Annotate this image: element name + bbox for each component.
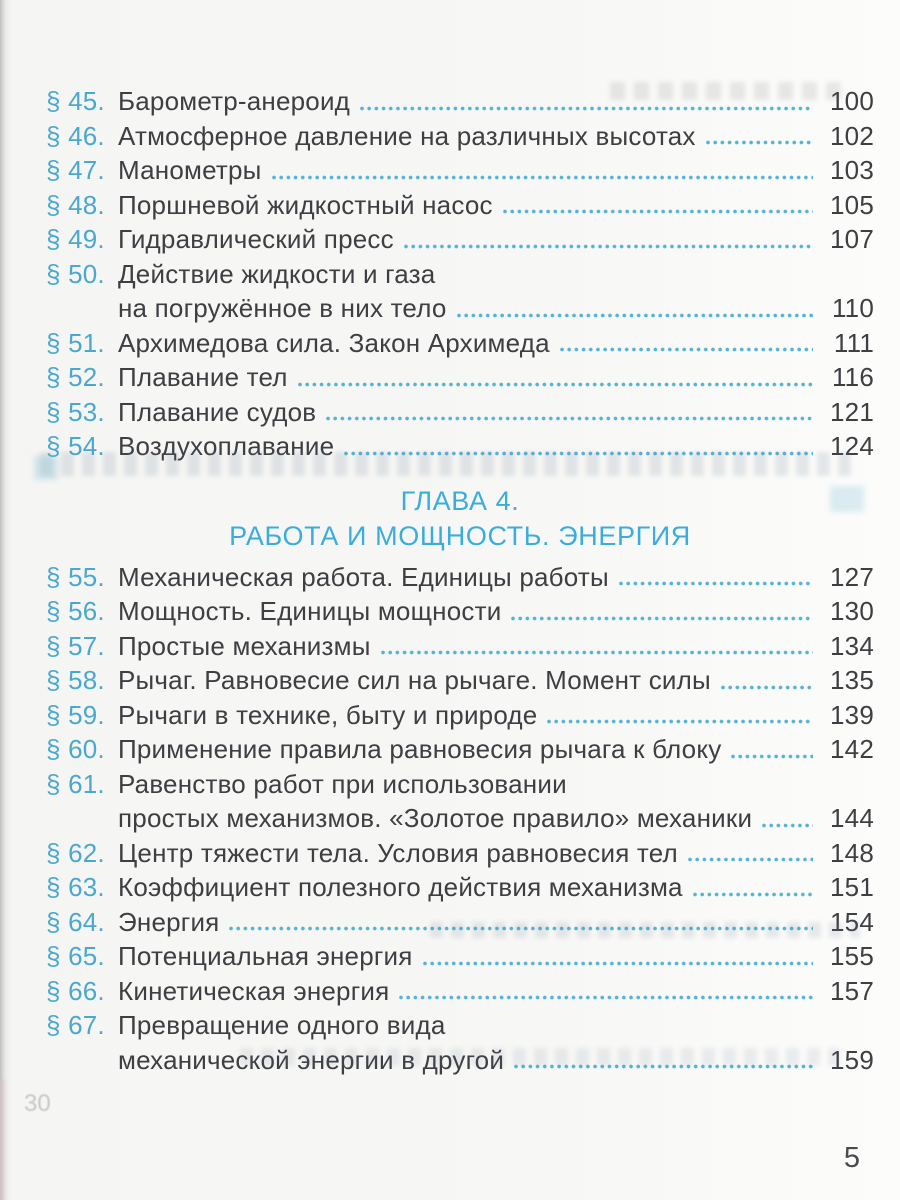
section-title: Превращение одного вида [118, 1010, 446, 1040]
dot-leader [271, 173, 813, 182]
page-number: 105 [830, 189, 874, 220]
page-number: 102 [830, 120, 874, 151]
toc-entry-line [46, 870, 874, 905]
section-title: Атмосферное давление на различных высотах [118, 120, 696, 151]
dot-leader [343, 449, 813, 458]
toc-entry-line [46, 836, 874, 871]
dot-leader [380, 648, 813, 657]
page-number: 144 [830, 803, 874, 833]
section-number: § 56. [46, 596, 105, 626]
dot-leader [228, 924, 813, 933]
section-number: § 49. [46, 224, 105, 254]
page-number: 110 [831, 293, 874, 323]
section-number: § 53. [46, 396, 105, 427]
section-title: Энергия [118, 906, 220, 937]
toc-entry-line [46, 801, 874, 836]
page-number: 116 [831, 362, 874, 392]
section-number: § 48. [46, 189, 105, 220]
table-of-contents [46, 84, 874, 1077]
section-number: § 55. [46, 561, 105, 592]
section-number: § 59. [46, 699, 105, 730]
page-number: 142 [830, 734, 874, 764]
page-number: 155 [830, 941, 874, 971]
section-title: Рычаги в технике, быту и природе [118, 699, 538, 730]
section-number: § 54. [46, 431, 105, 461]
dot-leader [692, 890, 813, 899]
toc-entry-line [46, 395, 874, 430]
bleedthrough-folio: 30 [24, 1090, 51, 1117]
section-number: § 63. [46, 872, 105, 902]
dot-leader [422, 959, 813, 968]
section-title: Плавание судов [118, 396, 317, 427]
page-number: 151 [830, 872, 874, 902]
toc-entry-line [46, 222, 874, 257]
section-number: § 47. [46, 155, 105, 185]
dot-leader [761, 821, 813, 830]
dot-leader [403, 242, 813, 251]
section-number: § 52. [46, 362, 105, 392]
dot-leader [398, 993, 813, 1002]
chapter-title: РАБОТА И МОЩНОСТЬ. ЭНЕРГИЯ [229, 520, 691, 551]
page-number: 103 [830, 155, 874, 185]
page-number: 135 [830, 665, 874, 695]
section-number: § 67. [46, 1010, 105, 1040]
dot-leader [297, 380, 813, 389]
toc-list-part1 [46, 84, 874, 464]
page-number: 139 [830, 699, 874, 730]
toc-entry-line [46, 257, 874, 292]
section-title: Действие жидкости и газа [118, 258, 436, 289]
page-number: 148 [830, 837, 874, 868]
section-title: Манометры [118, 155, 262, 185]
toc-entry-line [46, 1008, 874, 1043]
section-title: Коэффициент полезного действия механизма [118, 872, 683, 902]
dot-leader [510, 614, 813, 623]
dot-leader [502, 207, 813, 216]
section-number: § 62. [46, 837, 105, 868]
dot-leader [456, 311, 813, 320]
dot-leader [513, 1062, 813, 1071]
page-number: 111 [833, 327, 874, 358]
toc-entry-line [46, 1043, 874, 1078]
section-title: Рычаг. Равновесие сил на рычаге. Момент силы [118, 665, 711, 695]
page-number-folio: 5 [843, 1142, 860, 1174]
section-number: § 66. [46, 975, 105, 1006]
section-title: Механическая работа. Единицы работы [118, 561, 609, 592]
section-title: Мощность. Единицы мощности [118, 596, 502, 626]
section-title: Потенциальная энергия [118, 941, 413, 971]
section-title: механической энергии в другой [118, 1044, 505, 1075]
section-title: Равенство работ при использовании [118, 768, 567, 799]
toc-entry-line [46, 629, 874, 664]
dot-leader [618, 579, 813, 588]
chapter-number: ГЛАВА 4. [400, 485, 520, 516]
toc-entry-line [46, 905, 874, 940]
section-number: § 58. [46, 665, 105, 695]
toc-entry-line [46, 153, 874, 188]
page-number: 124 [830, 431, 874, 461]
section-number: § 51. [46, 327, 105, 358]
section-title: на погружённое в них тело [118, 293, 447, 323]
section-title: Кинетическая энергия [118, 975, 390, 1006]
toc-entry-line [46, 767, 874, 802]
scan-edge-shadow [0, 0, 12, 1200]
section-number: § 61. [46, 768, 105, 799]
section-number: § 64. [46, 906, 105, 937]
dot-leader [687, 855, 813, 864]
dot-leader [705, 138, 813, 147]
toc-entry-line [46, 84, 874, 119]
dot-leader [325, 414, 813, 423]
toc-entry-line [46, 663, 874, 698]
toc-entry-line [46, 291, 874, 326]
section-title: Простые механизмы [118, 630, 371, 661]
section-number: § 60. [46, 734, 105, 764]
dot-leader [720, 683, 813, 692]
toc-entry-line [46, 326, 874, 361]
page-number: 130 [830, 596, 874, 626]
section-number: § 57. [46, 630, 105, 661]
section-title: Центр тяжести тела. Условия равновесия тел [118, 837, 678, 868]
toc-entry-line [46, 560, 874, 595]
toc-entry-line [46, 188, 874, 223]
toc-entry-line [46, 119, 874, 154]
chapter-heading [46, 484, 874, 554]
toc-entry-line [46, 429, 874, 464]
page-number: 157 [830, 975, 874, 1006]
page-number: 154 [830, 906, 874, 937]
section-title: Применение правила равновесия рычага к блоку [118, 734, 722, 764]
page-number: 100 [830, 86, 874, 116]
page-number: 159 [830, 1044, 874, 1075]
page-number: 127 [830, 561, 874, 592]
toc-entry-line [46, 594, 874, 629]
section-title: Поршневой жидкостный насос [118, 189, 493, 220]
section-title: Гидравлический пресс [118, 224, 394, 254]
section-number: § 65. [46, 941, 105, 971]
page-number: 107 [830, 224, 874, 254]
toc-entry-line [46, 974, 874, 1009]
dot-leader [546, 717, 813, 726]
toc-list-part2 [46, 560, 874, 1078]
section-title: простых механизмов. «Золотое правило» механики [118, 803, 753, 833]
dot-leader [359, 104, 813, 113]
section-title: Барометр-анероид [118, 86, 351, 116]
page-number: 134 [830, 630, 874, 661]
toc-entry-line [46, 698, 874, 733]
section-title: Архимедова сила. Закон Архимеда [118, 327, 550, 358]
section-number: § 46. [46, 120, 105, 151]
section-number: § 50. [46, 258, 105, 289]
scan-edge-tint [0, 1080, 7, 1200]
section-title: Воздухоплавание [118, 431, 335, 461]
toc-entry-line [46, 732, 874, 767]
toc-entry-line [46, 360, 874, 395]
toc-entry-line [46, 939, 874, 974]
section-number: § 45. [46, 86, 105, 116]
page-number: 121 [830, 396, 874, 427]
section-title: Плавание тел [118, 362, 288, 392]
dot-leader [559, 345, 813, 354]
dot-leader [730, 752, 813, 761]
